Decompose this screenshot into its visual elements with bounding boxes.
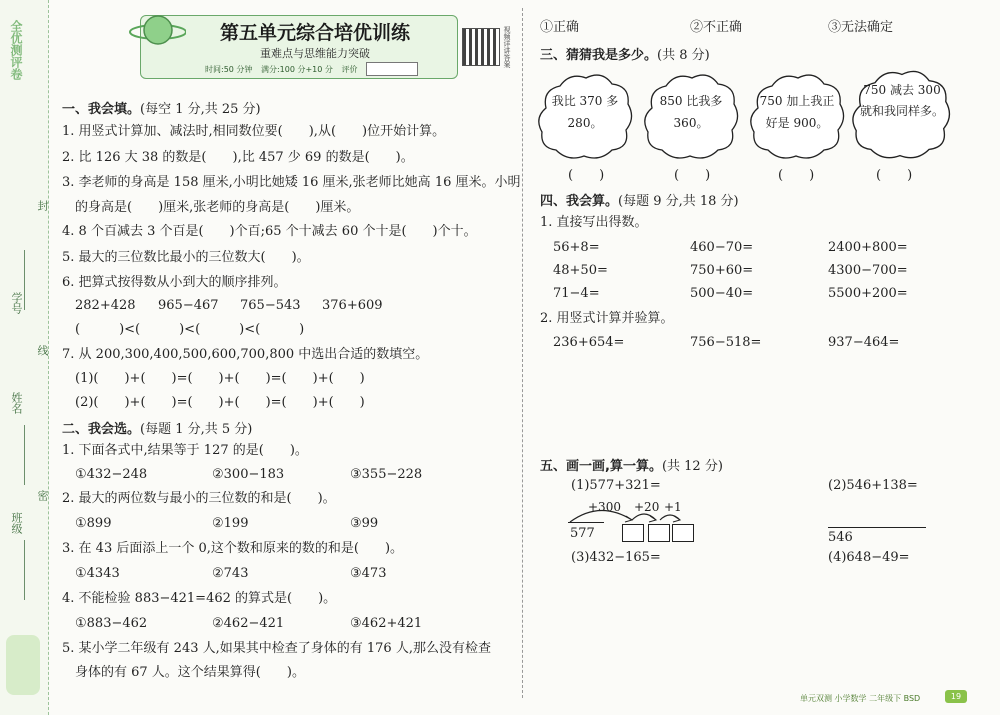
section-4-note: (每题 9 分,共 18 分): [618, 194, 739, 209]
section-5-note: (共 12 分): [661, 459, 723, 474]
s2-q1-opt-3: ③355−228: [350, 467, 423, 482]
s1-q2: 2. 比 126 大 38 的数是( ),比 457 少 69 的数是( )。: [62, 150, 414, 165]
section-1-heading: [62, 98, 261, 117]
s2-q2-opt-2: ②199: [212, 516, 249, 531]
qr-caption: 视频详讲答案: [503, 26, 511, 68]
brand-label: 全优测评卷: [9, 20, 23, 80]
jump-label-3: +1: [664, 500, 682, 514]
s5-p2: (2)546+138=: [828, 478, 918, 493]
s1-q3a: 3. 李老师的身高是 158 厘米,小明比她矮 16 厘米,张老师比她高 16 厘米。小明: [62, 175, 521, 190]
s4-r2-c3: 4300−700=: [828, 263, 908, 278]
s4-r1-c1: 56+8=: [553, 240, 600, 255]
section-5-title: 五、画一画,算一算。: [540, 459, 662, 474]
s2-q2: 2. 最大的两位数与最小的三位数的和是( )。: [62, 491, 336, 506]
s1-q6-expr-3: 765−543: [240, 298, 301, 313]
guess-cloud-3: [748, 70, 846, 162]
strip-logo: [6, 635, 40, 695]
cloud-4-blank[interactable]: ( ): [876, 168, 913, 183]
time-info: 时间:50 分钟: [205, 64, 253, 74]
s2-q1-opt-2: ②300−183: [212, 467, 285, 482]
cloud-2-text: 850 比我多 360。: [659, 94, 723, 130]
evaluation-label: 评价: [341, 64, 358, 74]
class-line: [24, 540, 25, 600]
s2-q3: 3. 在 43 后面添上一个 0,这个数和原来的数的和是( )。: [62, 541, 404, 556]
s2-q5-opt-1: ①正确: [540, 20, 580, 35]
s4-r3-c3: 5500+200=: [828, 286, 908, 301]
guess-cloud-4: [850, 66, 952, 162]
planet-icon: [128, 10, 186, 50]
qr-code-icon: [462, 28, 500, 66]
s5-start-546: 546: [828, 530, 853, 545]
page-title: 第五单元综合培优训练: [219, 22, 410, 44]
binding-strip: [0, 0, 49, 715]
section-1-note: (每空 1 分,共 25 分): [140, 102, 261, 117]
s1-q3b: 的身高是( )厘米,张老师的身高是( )厘米。: [75, 200, 360, 215]
section-3-note: (共 8 分): [657, 48, 710, 63]
s2-q5b: 身体的有 67 人。这个结果算得( )。: [75, 665, 305, 680]
s1-q6: 6. 把算式按得数从小到大的顺序排列。: [62, 275, 287, 290]
s1-q4: 4. 8 个百减去 3 个百是( )个百;65 个十减去 60 个十是( )个十。: [62, 224, 477, 239]
s2-q3-opt-1: ①4343: [75, 566, 120, 581]
s2-q3-opt-2: ②743: [212, 566, 249, 581]
s2-q4-opt-1: ①883−462: [75, 616, 148, 631]
s1-q1: 1. 用竖式计算加、减法时,相同数位要( ),从( )位开始计算。: [62, 124, 446, 139]
s1-q6-expr-4: 376+609: [322, 298, 383, 313]
s4-r4-c3: 937−464=: [828, 335, 900, 350]
cloud-1-blank[interactable]: ( ): [568, 168, 605, 183]
s4-r1-c2: 460−70=: [690, 240, 754, 255]
page-number: 19: [945, 690, 967, 703]
seal-mark-mi: 密: [36, 490, 49, 501]
s1-q6-expr-2: 965−467: [158, 298, 219, 313]
seal-mark-feng: 封: [36, 200, 49, 211]
s4-r2-c2: 750+60=: [690, 263, 754, 278]
guess-cloud-2: [642, 70, 740, 162]
number-line: [24, 250, 25, 310]
s2-q3-opt-3: ③473: [350, 566, 387, 581]
s1-q5: 5. 最大的三位数比最小的三位数大( )。: [62, 250, 310, 265]
section-4-heading: [540, 190, 739, 209]
page-subtitle: 重难点与思维能力突破: [260, 47, 370, 60]
s2-q5a: 5. 某小学二年级有 243 人,如果其中检查了身体的有 176 人,那么没有检查: [62, 641, 491, 656]
section-4-title: 四、我会算。: [540, 194, 619, 209]
s4-sub2: 2. 用竖式计算并验算。: [540, 311, 674, 326]
s5-start-577: 577: [570, 526, 595, 541]
guess-cloud-1: [536, 70, 634, 162]
number-line-2: [828, 527, 926, 528]
s2-q1: 1. 下面各式中,结果等于 127 的是( )。: [62, 443, 308, 458]
s1-q7: 7. 从 200,300,400,500,600,700,800 中选出合适的数填空。: [62, 347, 429, 362]
s1-q7-2: (2)( )+( )=( )+( )=( )+( ): [75, 395, 365, 410]
s4-r1-c3: 2400+800=: [828, 240, 908, 255]
section-2-note: (每题 1 分,共 5 分): [140, 422, 253, 437]
name-line: [24, 425, 25, 485]
section-3-title: 三、猜猜我是多少。: [540, 48, 658, 63]
s1-q6-expr-1: 282+428: [75, 298, 136, 313]
s2-q2-opt-3: ③99: [350, 516, 379, 531]
s4-r4-c2: 756−518=: [690, 335, 762, 350]
student-number-label: 学号: [10, 292, 23, 314]
section-1-title: 一、我会填。: [62, 102, 141, 117]
s2-q5-opt-3: ③无法确定: [828, 20, 894, 35]
section-2-heading: [62, 418, 252, 437]
s2-q1-opt-1: ①432−248: [75, 467, 148, 482]
jump-label-1: +300: [588, 500, 621, 514]
cloud-3-blank[interactable]: ( ): [778, 168, 815, 183]
footer-text: 单元双测 小学数学 二年级下 BSD: [800, 694, 921, 703]
s4-r3-c2: 500−40=: [690, 286, 754, 301]
cloud-1-text: 我比 370 多 280。: [551, 94, 619, 130]
class-label: 班级: [10, 512, 23, 534]
s5-p3: (3)432−165=: [571, 550, 661, 565]
meta-bar: [205, 62, 437, 76]
s2-q4-opt-2: ②462−421: [212, 616, 285, 631]
jump-label-2: +20: [634, 500, 660, 514]
column-divider: [522, 8, 524, 698]
evaluation-box: [366, 62, 418, 76]
answer-box-2[interactable]: [648, 524, 670, 542]
s4-r4-c1: 236+654=: [553, 335, 625, 350]
section-2-title: 二、我会选。: [62, 422, 141, 437]
s1-q6-order: ( )<( )<( )<( ): [75, 322, 305, 337]
s5-p4: (4)648−49=: [828, 550, 910, 565]
s4-r2-c1: 48+50=: [553, 263, 608, 278]
s5-p1: (1)577+321=: [571, 478, 661, 493]
s4-r3-c1: 71−4=: [553, 286, 600, 301]
cloud-4-text: 750 减去 300 就和我同样多。: [859, 83, 944, 118]
s2-q5-opt-2: ②不正确: [690, 20, 743, 35]
s2-q2-opt-1: ①899: [75, 516, 112, 531]
cloud-3-text: 750 加上我正好是 900。: [759, 94, 835, 130]
s2-q4: 4. 不能检验 883−421=462 的算式是( )。: [62, 591, 337, 606]
section-5-heading: [540, 455, 723, 474]
answer-box-3[interactable]: [672, 524, 694, 542]
s1-q7-1: (1)( )+( )=( )+( )=( )+( ): [75, 371, 365, 386]
s2-q4-opt-3: ③462+421: [350, 616, 423, 631]
s4-sub1: 1. 直接写出得数。: [540, 215, 648, 230]
score-info: 满分:100 分+10 分: [260, 64, 333, 74]
cloud-2-blank[interactable]: ( ): [674, 168, 711, 183]
answer-box-1[interactable]: [622, 524, 644, 542]
seal-mark-xian: 线: [36, 345, 49, 356]
number-line-1: [568, 522, 604, 523]
section-3-heading: [540, 44, 710, 63]
name-label: 姓名: [10, 392, 23, 414]
